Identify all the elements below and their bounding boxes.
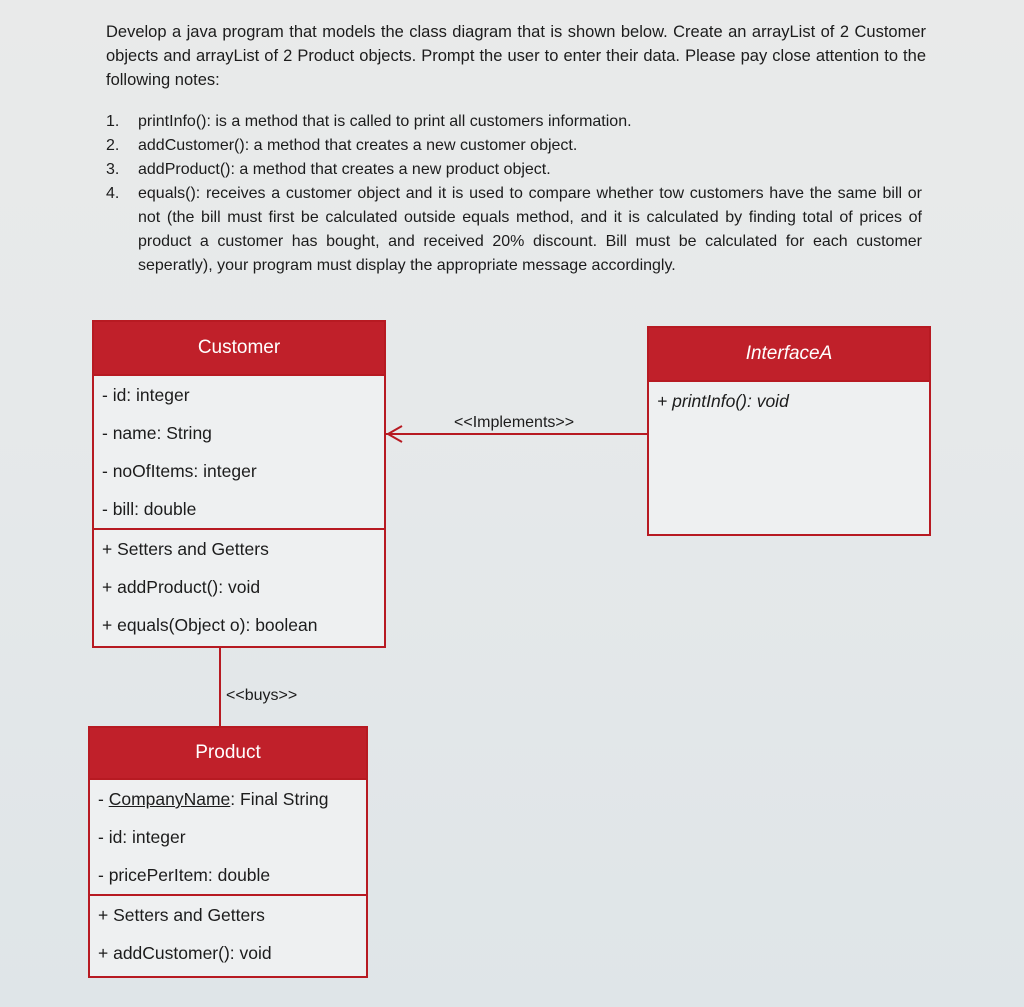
note-text: addCustomer(): a method that creates a new customer object. (138, 137, 578, 154)
note-number: 2. (106, 137, 120, 154)
interface-class-name: InterfaceA (649, 328, 929, 380)
note-text: printInfo(): is a method that is called to print all customers information. (138, 113, 632, 130)
company-name-attr: CompanyName (108, 789, 231, 809)
buys-label: <<buys>> (226, 687, 298, 704)
customer-method: + addProduct(): void (102, 577, 261, 597)
note-number: 1. (106, 113, 120, 130)
product-attributes (90, 778, 366, 894)
product-attribute: - pricePerItem: double (98, 865, 271, 885)
product-method: + addCustomer(): void (98, 943, 272, 963)
note-text: equals(): receives a customer object and it is used to compare whether tow customers have the same bill or not (the bill must first be calculated outside equals method, and it is calculated by finding total of prices of product a customer has bought, and received 20% discount. Bill must be calculated for each customer seperatly), your program must display the appropriate message accordingly. (138, 185, 922, 274)
customer-class-name: Customer (94, 322, 384, 374)
product-methods (90, 894, 366, 972)
product-class-name: Product (90, 728, 366, 778)
interface-methods (649, 380, 929, 420)
note-text: addProduct(): a method that creates a new product object. (138, 161, 551, 178)
company-name-type: : Final String (230, 789, 329, 809)
attr-visibility: - (98, 789, 109, 809)
product-attribute: - id: integer (98, 827, 186, 847)
customer-class-box (92, 320, 386, 648)
customer-attribute: - noOfItems: integer (102, 461, 257, 481)
customer-method: + Setters and Getters (102, 539, 269, 559)
customer-attribute: - id: integer (102, 385, 190, 405)
intro-paragraph: Develop a java program that models the class diagram that is shown below. Create an arrayList of 2 Customer objects and arrayList of 2 Product objects. Prompt the user to enter their data. Please pay close attention to the following notes: (106, 23, 926, 89)
product-method: + Setters and Getters (98, 905, 265, 925)
product-class-box (88, 726, 368, 978)
product-attribute (90, 780, 366, 818)
customer-methods (94, 528, 384, 644)
note-number: 4. (106, 185, 120, 202)
customer-attribute: - bill: double (102, 499, 197, 519)
interface-class-box (647, 326, 931, 536)
customer-method: + equals(Object o): boolean (102, 615, 318, 635)
implements-label: <<Implements>> (454, 414, 575, 431)
customer-attributes (94, 374, 384, 528)
interface-method: + printInfo(): void (657, 391, 789, 411)
note-number: 3. (106, 161, 120, 178)
customer-attribute: - name: String (102, 423, 212, 443)
